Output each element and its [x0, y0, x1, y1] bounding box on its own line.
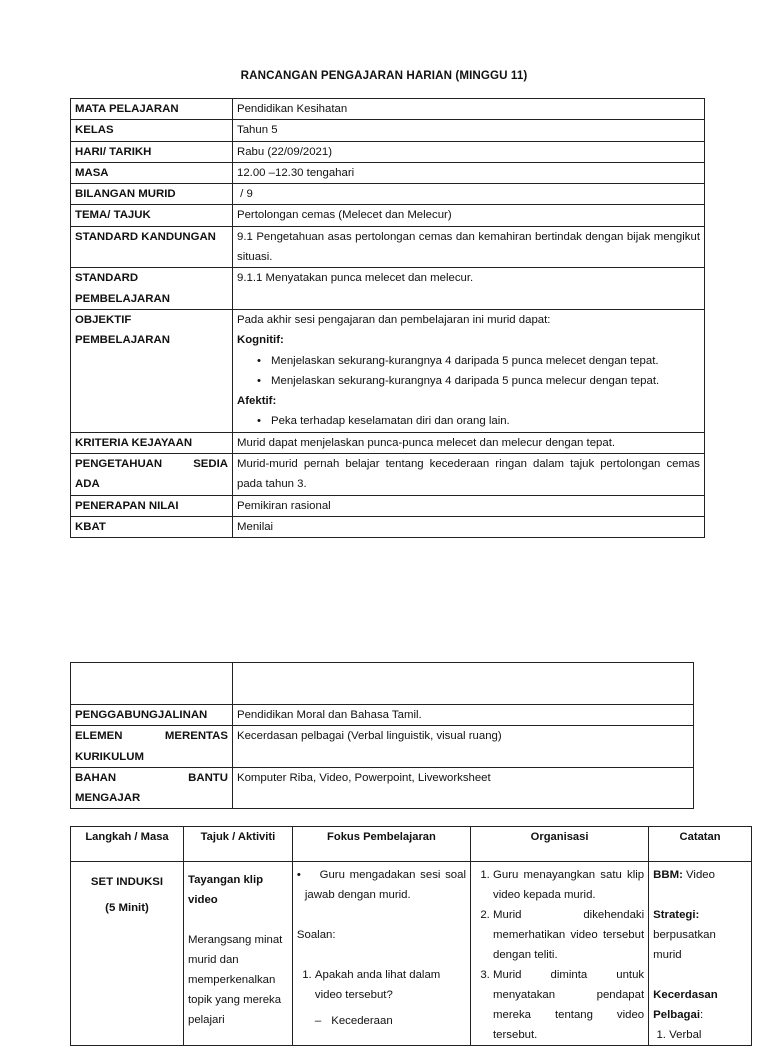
field-label: KBAT — [71, 516, 233, 537]
list-item: – Kecederaan — [315, 1011, 466, 1031]
field-value: Pemikiran rasional — [233, 495, 705, 516]
table-row — [71, 141, 705, 162]
field-value: 9.1 Pengetahuan asas pertolongan cemas dan kemahiran bertindak dengan bijak mengikut situasi. — [233, 226, 705, 268]
field-value: Rabu (22/09/2021) — [233, 141, 705, 162]
column-header: Fokus Pembelajaran — [292, 827, 470, 862]
list-item: 1. Verbal — [669, 1025, 747, 1045]
table-row — [71, 120, 705, 141]
field-label-line — [75, 454, 228, 474]
bbm-value: Video — [682, 869, 715, 881]
table-row — [71, 162, 705, 183]
field-value: / 9 — [233, 184, 705, 205]
field-label-line — [75, 726, 228, 746]
focus-cell — [292, 862, 470, 1046]
bbm-label: BBM: — [653, 869, 683, 881]
field-label-word: MERENTAS — [164, 730, 228, 743]
bbm-note — [653, 865, 747, 885]
field-label: TEMA/ TAJUK — [71, 205, 233, 226]
list-item: • Peka terhadap keselamatan diri dan orang lain. — [271, 411, 700, 431]
table-row — [71, 454, 705, 496]
field-value: Komputer Riba, Video, Powerpoint, Liveworksheet — [233, 767, 694, 809]
table-row — [71, 767, 694, 809]
field-label: KELAS — [71, 120, 233, 141]
field-label-line: OBJEKTIF — [75, 313, 132, 326]
field-label: STANDARD KANDUNGAN — [71, 226, 233, 268]
step-duration: (5 Minit) — [105, 902, 149, 914]
notes-cell — [649, 862, 752, 1046]
column-header: Organisasi — [471, 827, 649, 862]
field-value: Murid-murid pernah belajar tentang kecederaan ringan dalam tajuk pertolongan cemas pada tahun 3. — [233, 454, 705, 496]
table-row — [71, 309, 705, 432]
empty-cell — [71, 663, 233, 705]
table-row — [71, 205, 705, 226]
field-label-line: STANDARD — [75, 272, 139, 285]
field-label-line — [75, 768, 228, 788]
activity-title: Tayangan klip video — [187, 874, 264, 906]
list-item: 1. Guru menayangkan satu klip video kepada murid. — [493, 865, 644, 905]
field-label-word: PENGETAHUAN — [75, 458, 163, 471]
afektif-list — [237, 411, 700, 431]
field-label: KRITERIA KEJAYAAN — [71, 432, 233, 453]
table-row — [71, 862, 752, 1046]
field-label-word: BANTU — [188, 771, 228, 784]
field-label-word: ELEMEN — [75, 730, 123, 743]
field-label — [71, 726, 233, 768]
organisation-list — [475, 865, 644, 1045]
table-row — [71, 268, 705, 310]
field-value: 12.00 –12.30 tengahari — [233, 162, 705, 183]
field-value: 9.1.1 Menyatakan punca melecet dan melecur. — [233, 268, 705, 310]
table-row — [71, 705, 694, 726]
field-label — [71, 268, 233, 310]
list-item: • Menjelaskan sekurang-kurangnya 4 daripada 5 punca melecur dengan tepat. — [271, 371, 700, 391]
list-item: • Menjelaskan sekurang-kurangnya 4 daripada 5 punca melecet dengan tepat. — [271, 351, 700, 371]
field-label-word: BAHAN — [75, 771, 117, 784]
activity-cell — [183, 862, 292, 1046]
table-row — [71, 99, 705, 120]
field-label: MATA PELAJARAN — [71, 99, 233, 120]
list-item: 2. Murid dikehendaki memerhatikan video tersebut dengan teliti. — [493, 905, 644, 965]
column-header: Langkah / Masa — [71, 827, 184, 862]
strategy-value: berpusatkan murid — [653, 929, 716, 961]
objectives-cell — [233, 309, 705, 432]
questions-label: Soalan: — [296, 929, 336, 941]
multiple-intelligence-note — [653, 985, 747, 1025]
field-label — [71, 309, 233, 432]
focus-bullet: • Guru mengadakan sesi soal jawab dengan murid. — [296, 869, 466, 901]
focus-bullet-text: Guru mengadakan sesi soal jawab dengan murid. — [304, 869, 466, 901]
field-value: Pendidikan Moral dan Bahasa Tamil. — [233, 705, 694, 726]
table-row — [71, 184, 705, 205]
multiple-intelligence-list — [653, 1025, 747, 1045]
field-value: Tahun 5 — [233, 120, 705, 141]
empty-cell — [233, 663, 694, 705]
field-value: Kecerdasan pelbagai (Verbal linguistik, visual ruang) — [233, 726, 694, 768]
objectives-intro: Pada akhir sesi pengajaran dan pembelajaran ini murid dapat: — [237, 313, 551, 326]
lesson-info-table-2 — [70, 662, 694, 809]
field-label-line: PEMBELAJARAN — [75, 334, 170, 347]
field-label: PENERAPAN NILAI — [71, 495, 233, 516]
afektif-heading: Afektif: — [237, 395, 277, 408]
field-value: Pertolongan cemas (Melecet dan Melecur) — [233, 205, 705, 226]
field-value: Murid dapat menjelaskan punca-punca melecet dan melecur dengan tepat. — [233, 432, 705, 453]
field-label-line: MENGAJAR — [75, 792, 141, 805]
table-row — [71, 495, 705, 516]
field-label-line: ADA — [75, 478, 100, 491]
questions-list — [297, 965, 466, 1005]
field-label-line: KURIKULUM — [75, 750, 144, 763]
field-label: BILANGAN MURID — [71, 184, 233, 205]
answers-list — [297, 1011, 466, 1031]
table-row — [71, 663, 694, 705]
strategy-label: Strategi: — [653, 909, 700, 921]
page-title: RANCANGAN PENGAJARAN HARIAN (MINGGU 11) — [240, 69, 528, 82]
table-header-row — [71, 827, 752, 862]
field-label: MASA — [71, 162, 233, 183]
list-item: 1. Apakah anda lihat dalam video tersebut? — [315, 965, 466, 1005]
multiple-intelligence-suffix: : — [700, 1009, 704, 1021]
lesson-info-table — [70, 98, 705, 538]
column-header: Catatan — [649, 827, 752, 862]
field-label-line: PEMBELAJARAN — [75, 292, 170, 305]
multiple-intelligence-label: Kecerdasan Pelbagai — [653, 989, 718, 1021]
organisation-cell — [471, 862, 649, 1046]
field-value: Pendidikan Kesihatan — [233, 99, 705, 120]
field-value: Menilai — [233, 516, 705, 537]
field-label — [71, 454, 233, 496]
activity-description: Merangsang minat murid dan memperkenalkan topik yang mereka pelajari — [187, 934, 283, 1026]
step-cell — [71, 862, 184, 1046]
step-name: SET INDUKSI — [90, 876, 164, 888]
lesson-steps-table — [70, 826, 752, 1046]
table-row — [71, 432, 705, 453]
kognitif-heading: Kognitif: — [237, 334, 284, 347]
list-item: 3. Murid diminta untuk menyatakan pendapat mereka tentang video tersebut. — [493, 965, 644, 1045]
field-label-word: SEDIA — [193, 458, 228, 471]
table-row — [71, 726, 694, 768]
column-header: Tajuk / Aktiviti — [183, 827, 292, 862]
table-row — [71, 226, 705, 268]
table-row — [71, 516, 705, 537]
field-label — [71, 767, 233, 809]
field-label: HARI/ TARIKH — [71, 141, 233, 162]
field-label: PENGGABUNGJALINAN — [71, 705, 233, 726]
kognitif-list — [237, 351, 700, 392]
